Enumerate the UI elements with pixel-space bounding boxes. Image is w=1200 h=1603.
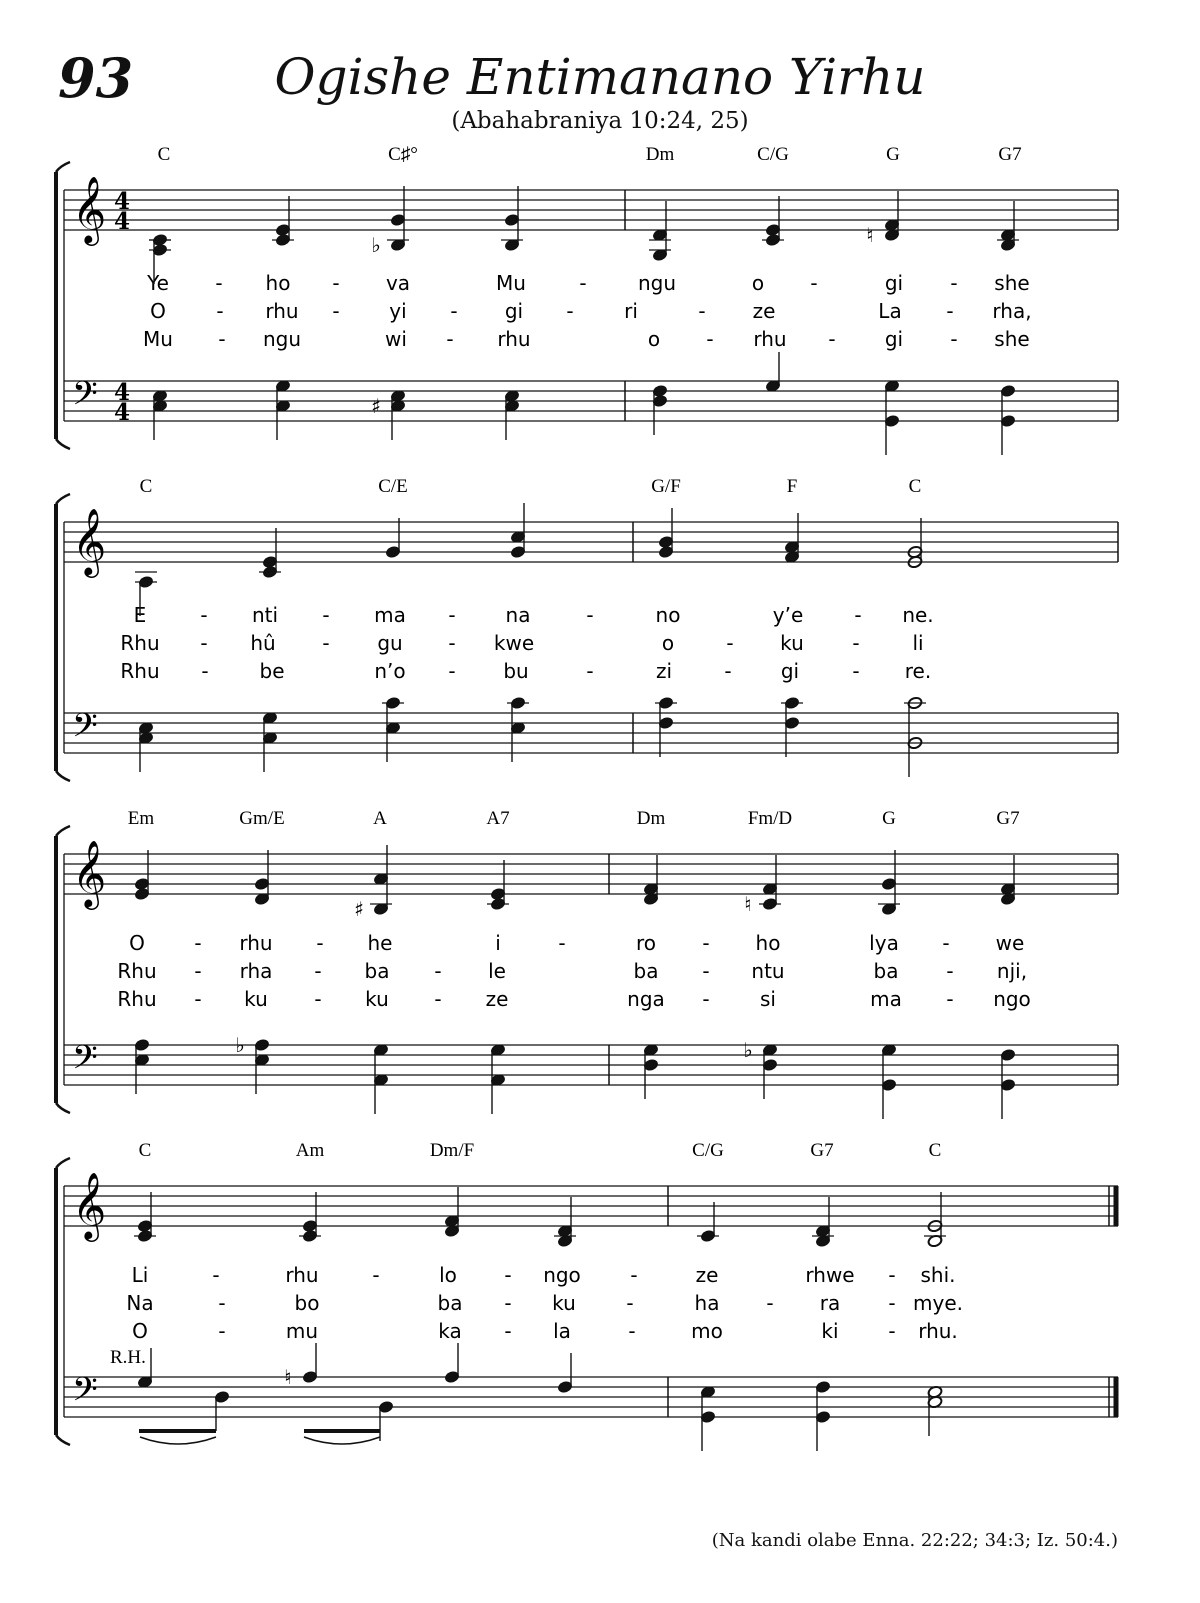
system-4-bass-accidental: ♮ xyxy=(284,1365,292,1389)
system-3-bracket-top xyxy=(56,826,70,836)
lyric-syllable: - xyxy=(200,603,208,627)
lyric-syllable: - xyxy=(852,631,860,655)
lyric-syllable: - xyxy=(702,959,710,983)
chord-symbol: G xyxy=(886,144,900,165)
lyric-syllable: gi xyxy=(504,299,524,323)
lyric-syllable: - xyxy=(626,1291,634,1315)
lyric-syllable: ba xyxy=(364,959,390,983)
chord-symbol: A xyxy=(373,808,387,829)
lyric-syllable: be xyxy=(259,659,285,683)
chord-symbol: C xyxy=(138,1140,152,1161)
system-3-treble-accidental: ♯ xyxy=(354,897,364,921)
lyric-syllable: mo xyxy=(691,1319,723,1343)
system-1-treble-clef: 𝄞 xyxy=(72,175,107,243)
lyric-syllable: - xyxy=(218,1319,226,1343)
lyric-syllable: shi. xyxy=(920,1263,956,1287)
lyric-syllable: nji, xyxy=(996,959,1028,983)
lyric-syllable: - xyxy=(314,987,322,1011)
chord-symbol: C xyxy=(928,1140,942,1161)
system-3-bass-accidental: ♭ xyxy=(235,1033,245,1057)
lyric-syllable: ka xyxy=(438,1319,462,1343)
lyric-syllable: - xyxy=(586,603,594,627)
lyric-syllable: - xyxy=(888,1319,896,1343)
lyric-syllable: o xyxy=(647,327,661,351)
lyric-syllable: ho xyxy=(265,271,291,295)
chord-symbol: C♯° xyxy=(388,144,418,165)
lyric-syllable: O xyxy=(150,299,166,323)
lyric-syllable: - xyxy=(630,1263,638,1287)
lyric-syllable: - xyxy=(946,299,954,323)
lyric-syllable: ri xyxy=(624,299,638,323)
lyric-syllable: she xyxy=(994,271,1030,295)
lyric-syllable: rhu xyxy=(497,327,531,351)
lyric-syllable: ba xyxy=(873,959,899,983)
lyric-syllable: nti xyxy=(251,603,279,627)
lyric-syllable: wi xyxy=(385,327,407,351)
lyric-syllable: ku xyxy=(780,631,804,655)
lyric-syllable: ho xyxy=(755,931,781,955)
lyric-syllable: rha xyxy=(239,959,273,983)
lyric-syllable: ro xyxy=(635,931,657,955)
lyric-syllable: - xyxy=(322,603,330,627)
lyric-syllable: Mu xyxy=(496,271,526,295)
hymn-number: 93 xyxy=(58,46,134,110)
lyric-syllable: ba xyxy=(437,1291,463,1315)
system-4-bass-clef: 𝄢 xyxy=(72,1371,98,1417)
lyric-syllable: - xyxy=(434,959,442,983)
lyric-syllable: - xyxy=(446,327,454,351)
system-3-bass-clef: 𝄢 xyxy=(72,1039,98,1085)
system-2-bass-clef: 𝄢 xyxy=(72,707,98,753)
lyric-syllable: ngu xyxy=(262,327,302,351)
lyric-syllable: mye. xyxy=(913,1291,963,1315)
lyric-syllable: - xyxy=(448,659,456,683)
lyric-syllable: li xyxy=(912,631,924,655)
system-2-bracket-top xyxy=(56,494,70,504)
chord-symbol: C xyxy=(908,476,922,497)
time-signature-top: 4 xyxy=(114,188,131,215)
lyric-syllable: - xyxy=(706,327,714,351)
lyric-syllable: - xyxy=(946,959,954,983)
lyric-syllable: o xyxy=(751,271,765,295)
lyric-syllable: gi xyxy=(780,659,800,683)
lyric-syllable: - xyxy=(434,987,442,1011)
lyric-syllable: - xyxy=(698,299,706,323)
lyric-syllable: - xyxy=(566,299,574,323)
lyric-syllable: ku xyxy=(552,1291,576,1315)
chord-symbol: Am xyxy=(295,1140,325,1161)
lyric-syllable: rha, xyxy=(992,299,1032,323)
chord-symbol: A7 xyxy=(486,808,510,829)
system-3-bass-accidental: ♭ xyxy=(743,1038,753,1062)
lyric-syllable: bu xyxy=(503,659,529,683)
lyric-syllable: lya xyxy=(869,931,899,955)
lyric-syllable: ra xyxy=(819,1291,841,1315)
lyric-syllable: - xyxy=(946,987,954,1011)
lyric-syllable: gu xyxy=(377,631,403,655)
lyric-syllable: - xyxy=(216,299,224,323)
chord-symbol: Fm/D xyxy=(747,808,793,829)
chord-symbol: G7 xyxy=(996,808,1020,829)
lyric-syllable: - xyxy=(579,271,587,295)
lyric-syllable: he xyxy=(367,931,393,955)
system-4-bracket-top xyxy=(56,1158,70,1168)
lyric-syllable: she xyxy=(994,327,1030,351)
lyric-syllable: i xyxy=(495,931,501,955)
lyric-syllable: - xyxy=(942,931,950,955)
lyric-syllable: - xyxy=(504,1319,512,1343)
lyric-syllable: yi xyxy=(389,299,407,323)
chord-symbol: C xyxy=(157,144,171,165)
right-hand-marking: R.H. xyxy=(110,1347,146,1368)
lyric-syllable: lo xyxy=(439,1263,457,1287)
lyric-syllable: ki xyxy=(821,1319,839,1343)
chord-symbol: Dm xyxy=(645,144,675,165)
lyric-syllable: ku xyxy=(244,987,268,1011)
lyric-syllable: ma xyxy=(374,603,406,627)
lyric-syllable: bo xyxy=(294,1291,320,1315)
lyric-syllable: ngo xyxy=(543,1263,581,1287)
chord-symbol: C/G xyxy=(757,144,789,165)
system-1-bracket-bottom xyxy=(56,439,70,449)
system-3-bracket-bottom xyxy=(56,1103,70,1113)
lyric-syllable: - xyxy=(558,931,566,955)
lyric-syllable: ngu xyxy=(637,271,677,295)
lyric-syllable: le xyxy=(488,959,506,983)
lyric-syllable: re. xyxy=(904,659,932,683)
lyric-syllable: ma xyxy=(870,987,902,1011)
lyric-syllable: ku xyxy=(365,987,389,1011)
hymn-title: Ogishe Entimanano Yirhu xyxy=(274,48,926,106)
lyric-syllable: - xyxy=(950,327,958,351)
system-4-bracket-bottom xyxy=(56,1435,70,1445)
system-3-treble-accidental: ♮ xyxy=(744,892,752,916)
chord-symbol: G7 xyxy=(998,144,1022,165)
lyric-syllable: ba xyxy=(633,959,659,983)
slur xyxy=(304,1437,380,1444)
lyric-syllable: zi xyxy=(655,659,673,683)
lyric-syllable: no xyxy=(655,603,681,627)
lyric-syllable: Rhu xyxy=(120,659,160,683)
chord-symbol: G7 xyxy=(810,1140,834,1161)
lyric-syllable: na xyxy=(505,603,531,627)
lyric-syllable: - xyxy=(702,931,710,955)
lyric-syllable: La xyxy=(878,299,902,323)
lyric-syllable: - xyxy=(888,1263,896,1287)
time-signature-top: 4 xyxy=(114,379,131,406)
lyric-syllable: n’o xyxy=(374,659,406,683)
lyric-syllable: - xyxy=(828,327,836,351)
system-1-treble-accidental: ♭ xyxy=(371,233,381,257)
chord-symbol: Dm/F xyxy=(429,1140,475,1161)
lyric-syllable: ze xyxy=(695,1263,719,1287)
lyric-syllable: - xyxy=(448,603,456,627)
lyric-syllable: Rhu xyxy=(117,987,157,1011)
lyric-syllable: - xyxy=(200,631,208,655)
chord-symbol: C/E xyxy=(378,476,408,497)
chord-symbol: C/G xyxy=(692,1140,724,1161)
lyric-syllable: - xyxy=(854,603,862,627)
lyric-syllable: - xyxy=(628,1319,636,1343)
lyric-syllable: - xyxy=(766,1291,774,1315)
slur xyxy=(140,1437,216,1444)
lyric-syllable: - xyxy=(702,987,710,1011)
lyric-syllable: - xyxy=(194,987,202,1011)
lyric-syllable: - xyxy=(201,659,209,683)
lyric-syllable: Ye xyxy=(147,271,169,295)
lyric-syllable: rhu. xyxy=(918,1319,958,1343)
chord-symbol: G/F xyxy=(651,476,681,497)
lyric-syllable: ha xyxy=(694,1291,720,1315)
lyric-syllable: - xyxy=(218,1291,226,1315)
chord-symbol: Em xyxy=(127,808,155,829)
lyric-syllable: - xyxy=(810,271,818,295)
system-1-bracket-top xyxy=(56,162,70,172)
lyric-syllable: gi xyxy=(884,271,904,295)
lyric-syllable: - xyxy=(322,631,330,655)
system-2-treble-clef: 𝄞 xyxy=(72,507,107,575)
chord-symbol: Gm/E xyxy=(239,808,285,829)
chord-symbol: F xyxy=(786,476,798,497)
lyric-syllable: - xyxy=(448,631,456,655)
lyric-syllable: ze xyxy=(485,987,509,1011)
lyric-syllable: - xyxy=(194,959,202,983)
lyric-syllable: nga xyxy=(627,987,665,1011)
lyric-syllable: - xyxy=(724,659,732,683)
system-2-bracket-bottom xyxy=(56,771,70,781)
lyric-syllable: - xyxy=(450,299,458,323)
lyric-syllable: - xyxy=(215,271,223,295)
lyric-syllable: hû xyxy=(250,631,276,655)
lyric-syllable: - xyxy=(332,299,340,323)
time-signature-bottom: 4 xyxy=(114,208,131,235)
lyric-syllable: kwe xyxy=(493,631,535,655)
system-3-treble-clef: 𝄞 xyxy=(72,839,107,907)
lyric-syllable: o xyxy=(661,631,675,655)
lyric-syllable: rhu xyxy=(285,1263,319,1287)
scripture-reference: (Abahabraniya 10:24, 25) xyxy=(451,108,749,134)
lyric-syllable: - xyxy=(504,1263,512,1287)
system-1-bass-accidental: ♯ xyxy=(371,394,381,418)
lyric-syllable: rhu xyxy=(239,931,273,955)
lyric-syllable: - xyxy=(888,1291,896,1315)
lyric-syllable: Rhu xyxy=(117,959,157,983)
lyric-syllable: va xyxy=(385,271,411,295)
lyric-syllable: ne. xyxy=(902,603,934,627)
lyric-syllable: - xyxy=(950,271,958,295)
lyric-syllable: - xyxy=(852,659,860,683)
lyric-syllable: ntu xyxy=(751,959,785,983)
lyric-syllable: we xyxy=(995,931,1025,955)
footnote: (Na kandi olabe Enna. 22:22; 34:3; Iz. 50:4.) xyxy=(711,1530,1118,1551)
lyric-syllable: O xyxy=(132,1319,148,1343)
lyric-syllable: gi xyxy=(884,327,904,351)
lyric-syllable: Li xyxy=(131,1263,149,1287)
lyric-syllable: la xyxy=(553,1319,571,1343)
system-4-treble-clef: 𝄞 xyxy=(72,1171,107,1239)
lyric-syllable: - xyxy=(218,327,226,351)
lyric-syllable: rhu xyxy=(265,299,299,323)
chord-symbol: C xyxy=(139,476,153,497)
system-1-bass-clef: 𝄢 xyxy=(72,375,98,421)
lyric-syllable: Rhu xyxy=(120,631,160,655)
lyric-syllable: - xyxy=(212,1263,220,1287)
lyric-syllable: ze xyxy=(752,299,776,323)
chord-symbol: G xyxy=(882,808,896,829)
lyric-syllable: y’e xyxy=(772,603,804,627)
chord-symbol: Dm xyxy=(636,808,666,829)
lyric-syllable: - xyxy=(726,631,734,655)
lyric-syllable: - xyxy=(504,1291,512,1315)
lyric-syllable: - xyxy=(332,271,340,295)
lyric-syllable: si xyxy=(760,987,776,1011)
lyric-syllable: rhwe xyxy=(805,1263,855,1287)
lyric-syllable: rhu xyxy=(753,327,787,351)
lyric-syllable: - xyxy=(194,931,202,955)
lyric-syllable: - xyxy=(314,959,322,983)
lyric-syllable: Mu xyxy=(143,327,173,351)
lyric-syllable: E xyxy=(133,603,147,627)
lyric-syllable: mu xyxy=(285,1319,319,1343)
lyric-syllable: - xyxy=(586,659,594,683)
lyric-syllable: ngo xyxy=(993,987,1031,1011)
system-1-treble-accidental: ♮ xyxy=(866,223,874,247)
time-signature-bottom: 4 xyxy=(114,399,131,426)
lyric-syllable: O xyxy=(129,931,145,955)
lyric-syllable: - xyxy=(316,931,324,955)
lyric-syllable: Na xyxy=(126,1291,154,1315)
lyric-syllable: - xyxy=(372,1263,380,1287)
